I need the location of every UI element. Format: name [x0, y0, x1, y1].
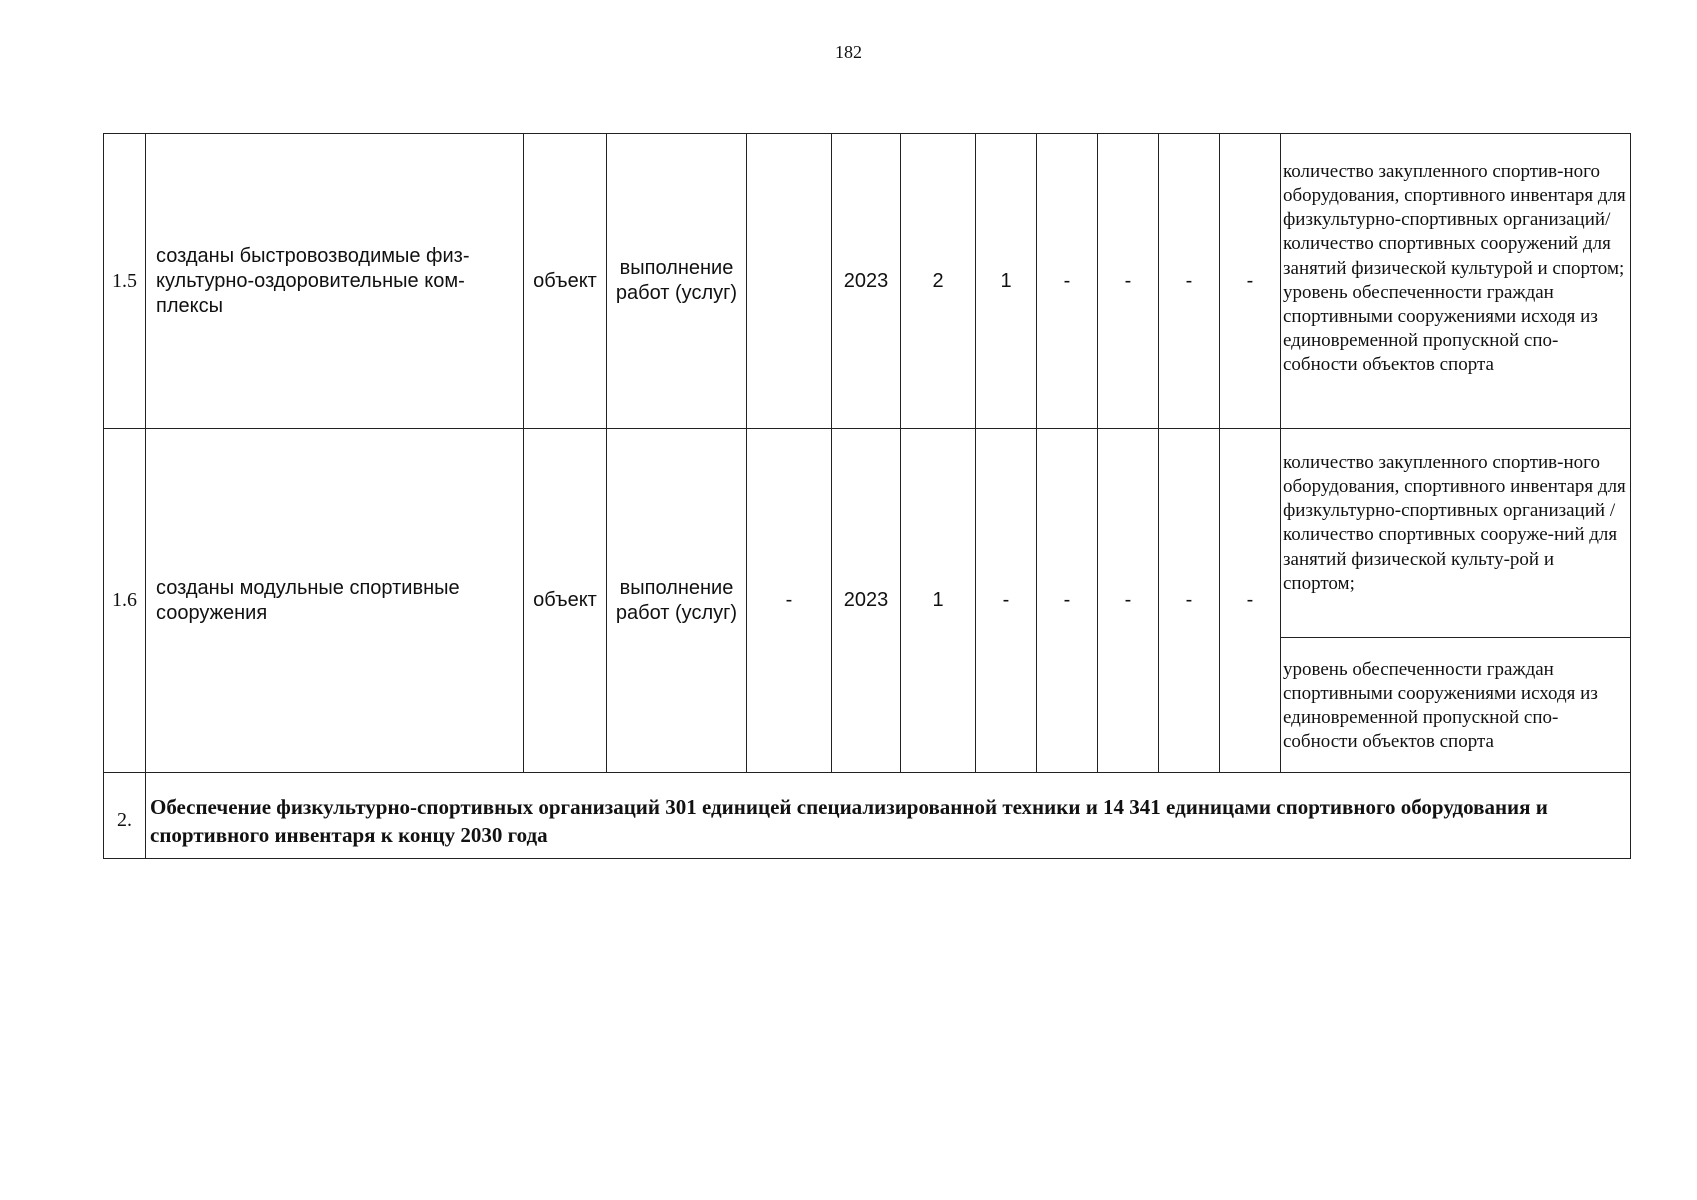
value-cell: -: [1159, 134, 1220, 429]
value-cell: 2: [901, 134, 976, 429]
indicator-cell: [1281, 429, 1631, 773]
value-cell: -: [1098, 429, 1159, 773]
unit-cell: объект: [524, 134, 607, 429]
indicator-text: уровень обеспеченности граждан спортивными сооружениями исходя из единовременной пропускной спо-собности объектов спорта: [1281, 637, 1630, 757]
base-value-cell: -: [747, 429, 832, 773]
result-name: созданы модульные спортивные сооружения: [146, 429, 524, 773]
indicator-text: количество закупленного спортив-ного оборудования, спортивного инвентаря для физкультурно-спортивных организаций /количество спортивных сооруже-ний для занятий физической культу-рой и спортом;: [1283, 452, 1626, 594]
value-cell: -: [1037, 134, 1098, 429]
section-number: 2.: [104, 773, 146, 859]
table-row: [104, 429, 1631, 773]
base-value-cell: [747, 134, 832, 429]
page-number: 182: [835, 42, 862, 62]
value-cell: -: [1037, 429, 1098, 773]
indicator-cell: количество закупленного спортив-ного оборудования, спортивного инвентаря для физкультурно-спортивных организаций/количество спортивных сооружений для занятий физической культурой и спортом; уровень обеспеченности граждан спортивными сооружениями исходя из единовременной пропускной спо-собности объектов спорта: [1281, 134, 1631, 429]
value-cell: 1: [976, 134, 1037, 429]
type-cell: выполнение работ (услуг): [607, 134, 747, 429]
section-title: Обеспечение физкультурно-спортивных организаций 301 единицей специализированной техники и 14 341 единицами спортивного оборудования и спортивного инвентаря к концу 2030 года: [146, 773, 1631, 859]
value-cell: -: [1220, 134, 1281, 429]
row-number: 1.6: [104, 429, 146, 773]
table-row: [104, 134, 1631, 429]
type-cell: выполнение работ (услуг): [607, 429, 747, 773]
result-name: созданы быстровозводимые физ-культурно-оздоровительные ком-плексы: [146, 134, 524, 429]
results-table: [103, 133, 1631, 859]
year-cell: 2023: [832, 429, 901, 773]
section-row: [104, 773, 1631, 859]
value-cell: -: [1159, 429, 1220, 773]
unit-cell: объект: [524, 429, 607, 773]
value-cell: -: [1098, 134, 1159, 429]
year-cell: 2023: [832, 134, 901, 429]
row-number: 1.5: [104, 134, 146, 429]
value-cell: -: [976, 429, 1037, 773]
value-cell: -: [1220, 429, 1281, 773]
value-cell: 1: [901, 429, 976, 773]
